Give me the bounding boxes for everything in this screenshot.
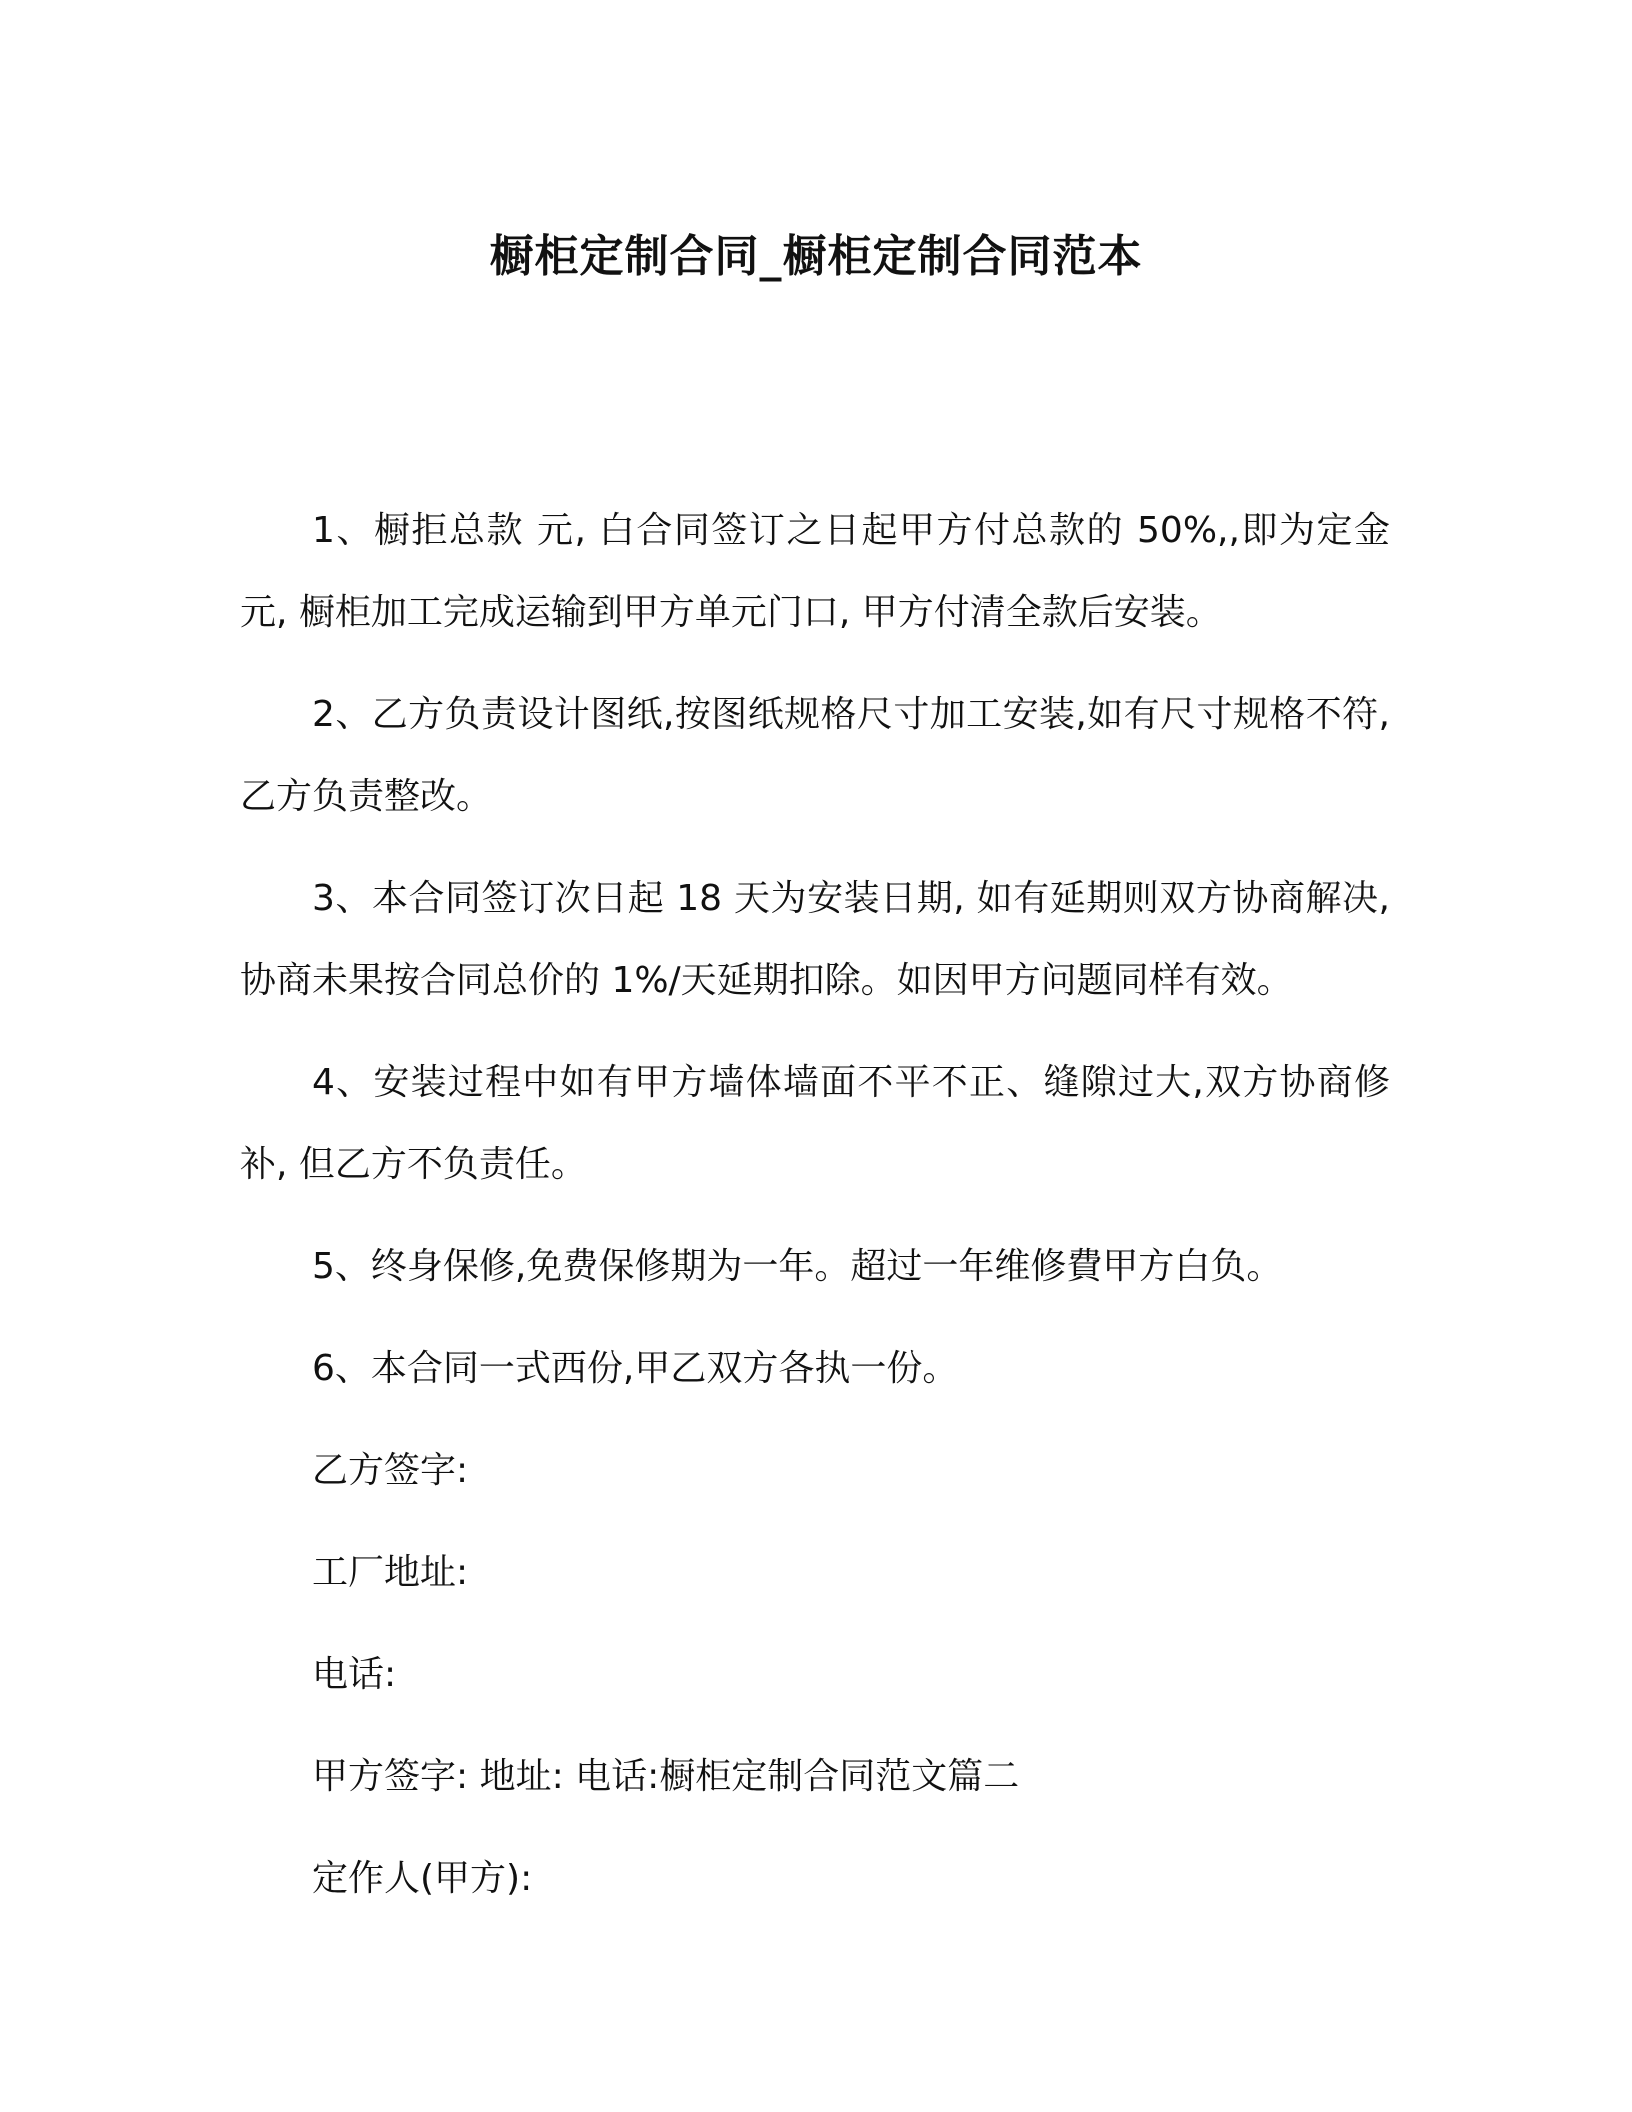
clause-6: 6、本合同一式西份,甲乙双方各执一份。	[312, 1348, 959, 1389]
document-title: 橱柜定制合同_橱柜定制合同范本	[489, 231, 1143, 282]
party-b-signature-label: 乙方签字:	[312, 1450, 469, 1491]
clause-4: 4、安装过程中如有甲方墙体墙面不平不正、缝隙过大,双方协商修补, 但乙方不负责任。	[240, 1062, 1390, 1185]
clause-3: 3、本合同签订次日起 18 天为安装日期, 如有延期则双方协商解决, 协商未果按合同总价的 1%/天延期扣除。如因甲方问题同样有效。	[240, 878, 1390, 1001]
clause-1: 1、橱拒总款 元, 白合同签订之日起甲方付总款的 50%,,即为定金 元, 橱柜加工完成运输到甲方单元门口, 甲方付清全款后安装。	[240, 510, 1390, 633]
contractor-label: 定作人(甲方):	[312, 1858, 533, 1899]
clause-2: 2、乙方负责设计图纸,按图纸规格尺寸加工安装,如有尺寸规格不符,乙方负责整改。	[240, 694, 1390, 817]
clause-5: 5、终身保修,免费保修期为一年。超过一年维修費甲方白负。	[312, 1246, 1283, 1287]
document-body	[240, 490, 1390, 1940]
party-a-signature-line: 甲方签字: 地址: 电话:橱柜定制合同范文篇二	[312, 1756, 1020, 1797]
factory-address-label: 工厂地址:	[312, 1552, 469, 1593]
phone-label: 电话:	[312, 1654, 397, 1695]
